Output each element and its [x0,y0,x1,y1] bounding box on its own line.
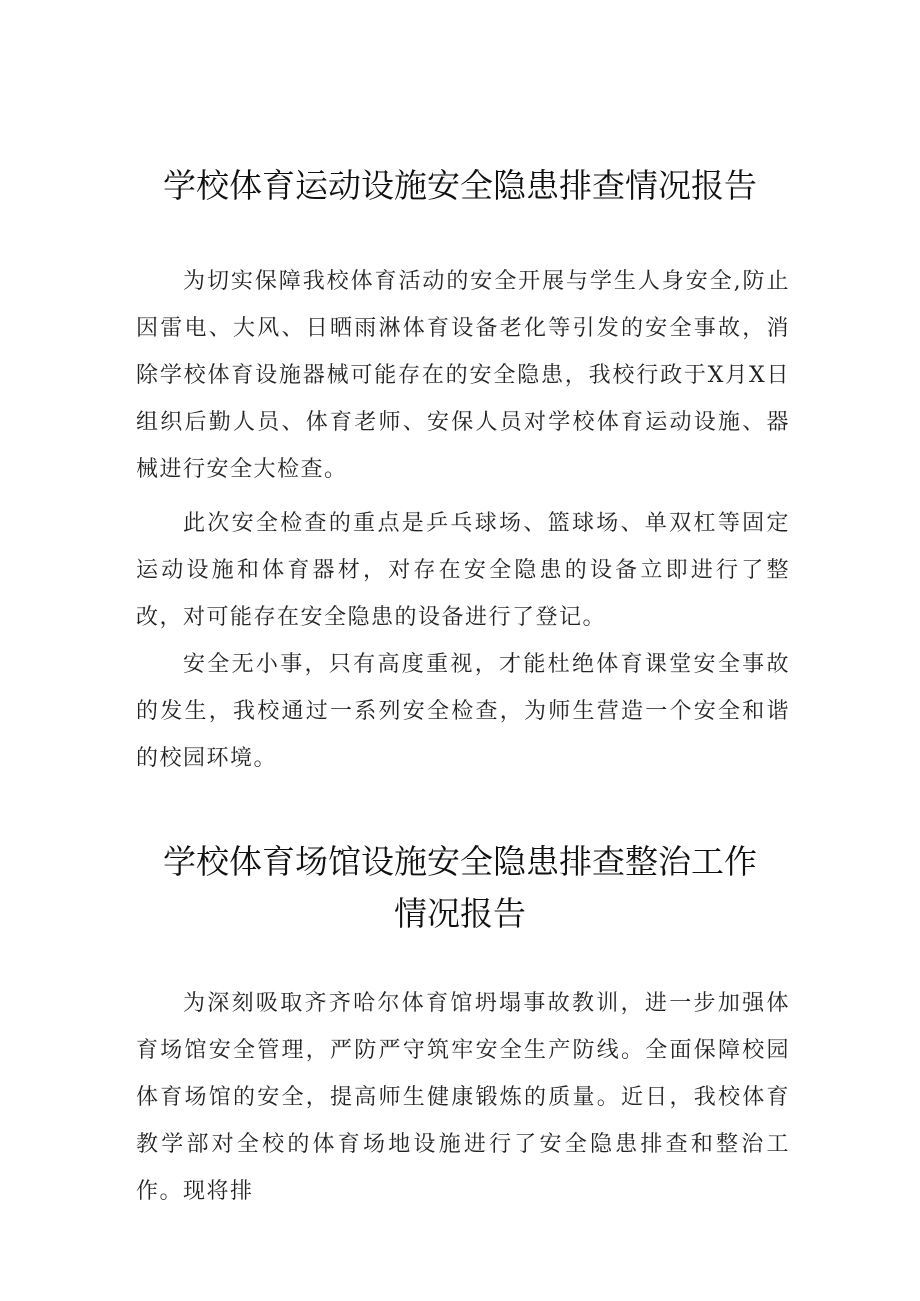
report-title-2 [130,836,790,940]
paragraph-2: 此次安全检查的重点是乒乓球场、篮球场、单双杠等固定运动设施和体育器材，对存在安全隐患的设备立即进行了整改，对可能存在安全隐患的设备进行了登记。 [136,511,790,630]
report-title-2-line-1: 学校体育场馆设施安全隐患排查整治工作 [163,842,757,881]
report-title-2-line-2: 情况报告 [394,894,526,933]
report-title-1: 学校体育运动设施安全隐患排查情况报告 [163,166,757,205]
paragraph-3: 安全无小事，只有高度重视，才能杜绝体育课堂安全事故的发生，我校通过一系列安全检查，为师生营造一个安全和谐的校园环境。 [136,652,790,771]
paragraph-4: 为深刻吸取齐齐哈尔体育馆坍塌事故教训，进一步加强体育场馆安全管理，严防严守筑牢安全生产防线。全面保障校园体育场馆的安全，提高师生健康锻炼的质量。近日，我校体育教学部对全校的体育场地设施进行了安全隐患排查和整治工作。现将排 [136,991,790,1204]
paragraph-1: 为切实保障我校体育活动的安全开展与学生人身安全,防止因雷电、大风、日晒雨淋体育设备老化等引发的安全事故，消除学校体育设施器械可能存在的安全隐患，我校行政于X月X日组织后勤人员、体育老师、安保人员对学校体育运动设施、器械进行安全大检查。 [136,269,790,482]
